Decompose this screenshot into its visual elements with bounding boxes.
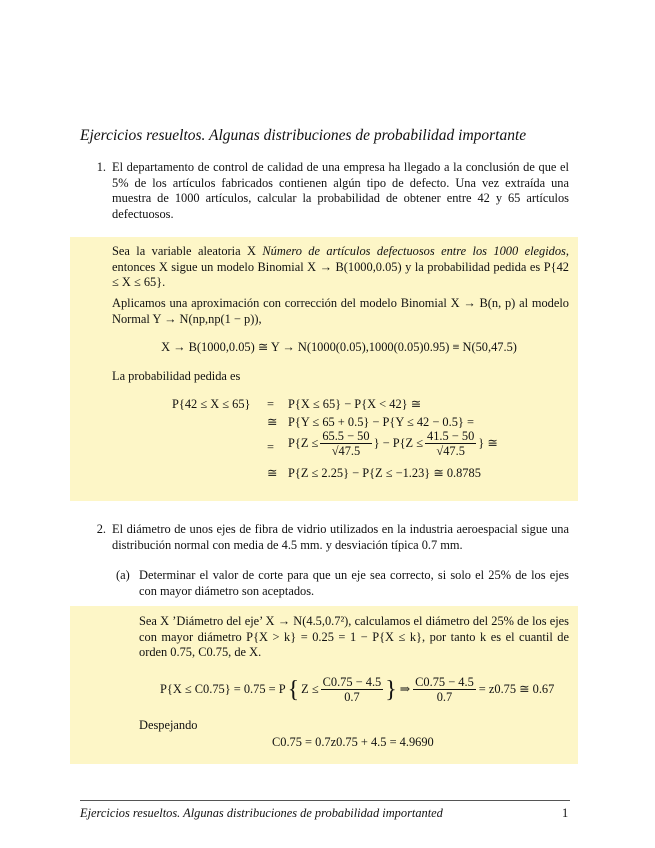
row3-part-a: P{Z ≤ [288,436,319,451]
right-brace: } [385,677,397,703]
probability-label: La probabilidad pedida es [112,369,241,383]
quantile-eq-d: = z0.75 ≅ 0.67 [478,682,555,697]
equation-rel-3: = [267,440,274,454]
equation-rel-2: ≅ [267,415,278,429]
fraction-1-radicand: 47.5 [338,444,361,458]
fraction-1-denominator: √47.5 [331,444,361,458]
document-title: Ejercicios resueltos. Algunas distribuciones de probabilidad importante [80,127,527,144]
exercise-1-number: 1. [96,160,106,174]
fraction-2-denominator: √47.5 [436,444,465,458]
fraction-3 [321,676,384,704]
fraction-1 [320,430,371,458]
fraction-1-numerator: 65.5 − 50 [322,429,370,443]
fraction-4-denominator: 0.7 [436,690,453,704]
equation-row-3 [288,426,498,462]
equation-lhs: P{42 ≤ X ≤ 65} [172,397,251,411]
equation-rel-1: = [267,397,274,411]
solution-2-intro: Sea X ’Diámetro del eje’ X → N(4.5,0.7²), calculamos el diámetro del 25% de los ejes con mayor diámetro P{X > k} = 0.25 = 1 − P{X ≤ k}, por tanto k es el cuantil de orden 0.75, C0.75, de X. [139,614,569,660]
row3-part-b: } − P{Z ≤ [373,436,424,451]
equation-row-4: P{Z ≤ 2.25} − P{Z ≤ −1.23} ≅ 0.8785 [288,466,481,480]
quantile-eq-b: Z ≤ [301,682,319,697]
solution-1-intro [112,244,569,291]
fraction-2-radicand: 47.5 [443,444,465,458]
solution-1-intro-a: Sea la variable aleatoria X [112,244,256,258]
fraction-3-denominator: 0.7 [344,690,360,704]
row3-part-c: } ≅ [478,436,498,451]
quantile-eq-a: P{X ≤ C0.75} = 0.75 = P [160,682,286,697]
fraction-2-numerator: 41.5 − 50 [427,429,475,443]
fraction-4 [413,676,476,704]
cutoff-equation: C0.75 = 0.7z0.75 + 4.5 = 4.9690 [272,735,434,749]
implies-symbol: ⇒ [399,682,411,697]
exercise-2-number: 2. [96,522,106,536]
footer-rule [80,800,570,801]
variable-description: Número de artículos defectuosos entre los 1000 elegidos [262,244,566,258]
approximation-equation: X → B(1000,0.05) ≅ Y → N(1000(0.05),1000(0.05)0.95) ≡ N(50,47.5) [161,340,517,354]
solution-1-intro-c: , entonces X sigue un modelo Binomial X → B(1000,0.05) y la probabilidad pedida es P{42 ≤ X ≤ 65}. [112,244,569,290]
solving-label: Despejando [139,718,198,732]
footer-title: Ejercicios resueltos. Algunas distribuciones de probabilidad importanted [80,806,443,820]
exercise-2-statement: El diámetro de unos ejes de fibra de vidrio utilizados en la industria aeroespacial sigue una distribución normal con media de 4.5 mm. y desviación típica 0.7 mm. [112,522,569,552]
part-a-label: (a) [116,568,130,582]
equation-row-1: P{X ≤ 65} − P{X < 42} ≅ [288,397,422,411]
fraction-4-numerator: C0.75 − 4.5 [415,675,474,689]
part-a-statement: Determinar el valor de corte para que un eje sea correcto, si solo el 25% de los ejes con mayor diámetro son aceptados. [139,568,569,598]
fraction-2 [425,430,476,458]
left-brace: { [287,677,300,703]
quantile-equation [160,672,554,708]
equation-row-2: P{Y ≤ 65 + 0.5} − P{Y ≤ 42 − 0.5} = [288,415,474,429]
exercise-1-statement: El departamento de control de calidad de una empresa ha llegado a la conclusión de que el 5% de los artículos fabricados contienen algún tipo de defecto. Una vez extraída una muestra de 1000 artículos, calcular la probabilidad de obtener entre 42 y 65 artículos defectuosos. [112,160,569,221]
solution-1-approximation: Aplicamos una aproximación con corrección del modelo Binomial X → B(n, p) al modelo Normal Y → N(np,np(1 − p)), [112,296,569,326]
fraction-3-numerator: C0.75 − 4.5 [322,675,382,689]
equation-rel-4: ≅ [267,466,278,480]
page-number: 1 [562,806,569,820]
